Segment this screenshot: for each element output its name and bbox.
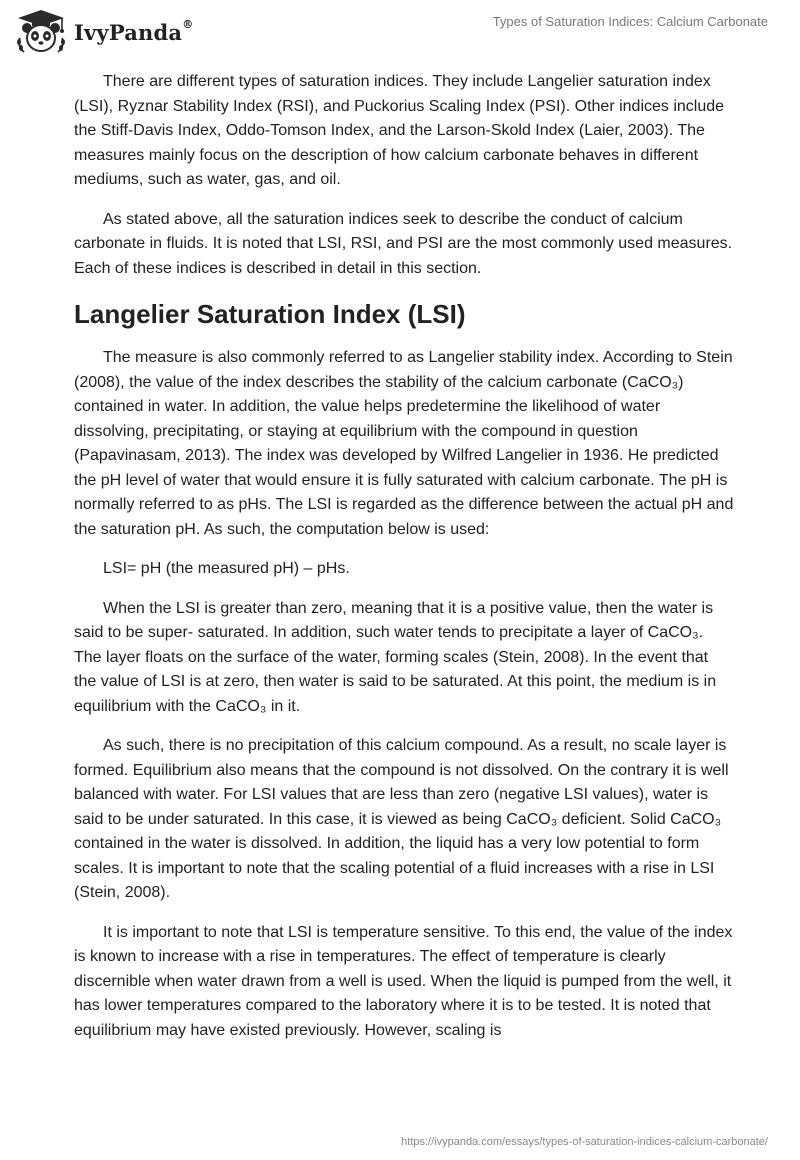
logo[interactable]	[14, 8, 193, 56]
source-url[interactable]: https://ivypanda.com/essays/types-of-saturation-indices-calcium-carbonate/	[401, 1136, 768, 1148]
paragraph: It is important to note that LSI is temperature sensitive. To this end, the value of the index is known to increase with a rise in temperatures. The effect of temperature is clearly discernible when water drawn from a well is used. When the liquid is pumped from the well, it has lower temperatures compared to the laboratory where it is to be tested. It is noted that equilibrium may have existed previously. However, scaling is	[74, 923, 733, 1039]
page-header	[0, 0, 800, 64]
brand-name: IvyPanda®	[74, 17, 194, 45]
document-title: Types of Saturation Indices: Calcium Carbonate	[492, 14, 768, 29]
panda-graduate-logo-icon	[14, 8, 68, 56]
paragraph: As such, there is no precipitation of this calcium compound. As a result, no scale layer is formed. Equilibrium also means that the compound is not dissolved. On the contrary it is well balanced with water. For LSI values that are less than zero (negative LSI values), water is said to be under saturated. In this case, it is viewed as being CaCO₃ deficient. Solid CaCO₃ contained in the water is dissolved. In addition, the liquid has a very low potential to form scales. It is important to note that the scaling potential of a fluid increases with a rise in LSI (Stein, 2008).	[74, 737, 729, 901]
paragraph: There are different types of saturation indices. They include Langelier saturation index (LSI), Ryznar Stability Index (RSI), and Puckorius Scaling Index (PSI). Other indices include the Stiff-Davis Index, Oddo-Tomson Index, and the Larson-Skold Index (Laier, 2003). The measures mainly focus on the description of how calcium carbonate behaves in different mediums, such as water, gas, and oil.	[74, 73, 725, 188]
paragraph: When the LSI is greater than zero, meaning that it is a positive value, then the water is said to be super- saturated. In addition, such water tends to precipitate a layer of CaCO₃. The layer floats on the surface of the water, forming scales (Stein, 2008). In the event that the value of LSI is at zero, then water is said to be saturated. At this point, the medium is in equilibrium with the CaCO₃ in it.	[74, 599, 717, 715]
essay-content	[74, 70, 734, 1058]
registered-mark: ®	[182, 17, 194, 31]
formula-line: LSI= pH (the measured pH) – pHs.	[103, 560, 350, 577]
paragraph: The measure is also commonly referred to as Langelier stability index. According to Stein (2008), the value of the index describes the stability of the calcium carbonate (CaCO₃) contained in water. In addition, the value helps predetermine the likelihood of water dissolving, precipitating, or staying at equilibrium with the compound in question (Papavinasam, 2013). The index was developed by Wilfred Langelier in 1936. He predicted the pH level of water that would ensure it is fully saturated with calcium carbonate. The pH is normally referred to as pHs. The LSI is regarded as the difference between the actual pH and the saturation pH. As such, the computation below is used:	[74, 349, 734, 538]
paragraph: As stated above, all the saturation indices seek to describe the conduct of calcium carbonate in fluids. It is noted that LSI, RSI, and PSI are the most commonly used measures. Each of these indices is described in detail in this section.	[74, 210, 733, 277]
section-heading: Langelier Saturation Index (LSI)	[74, 299, 466, 329]
